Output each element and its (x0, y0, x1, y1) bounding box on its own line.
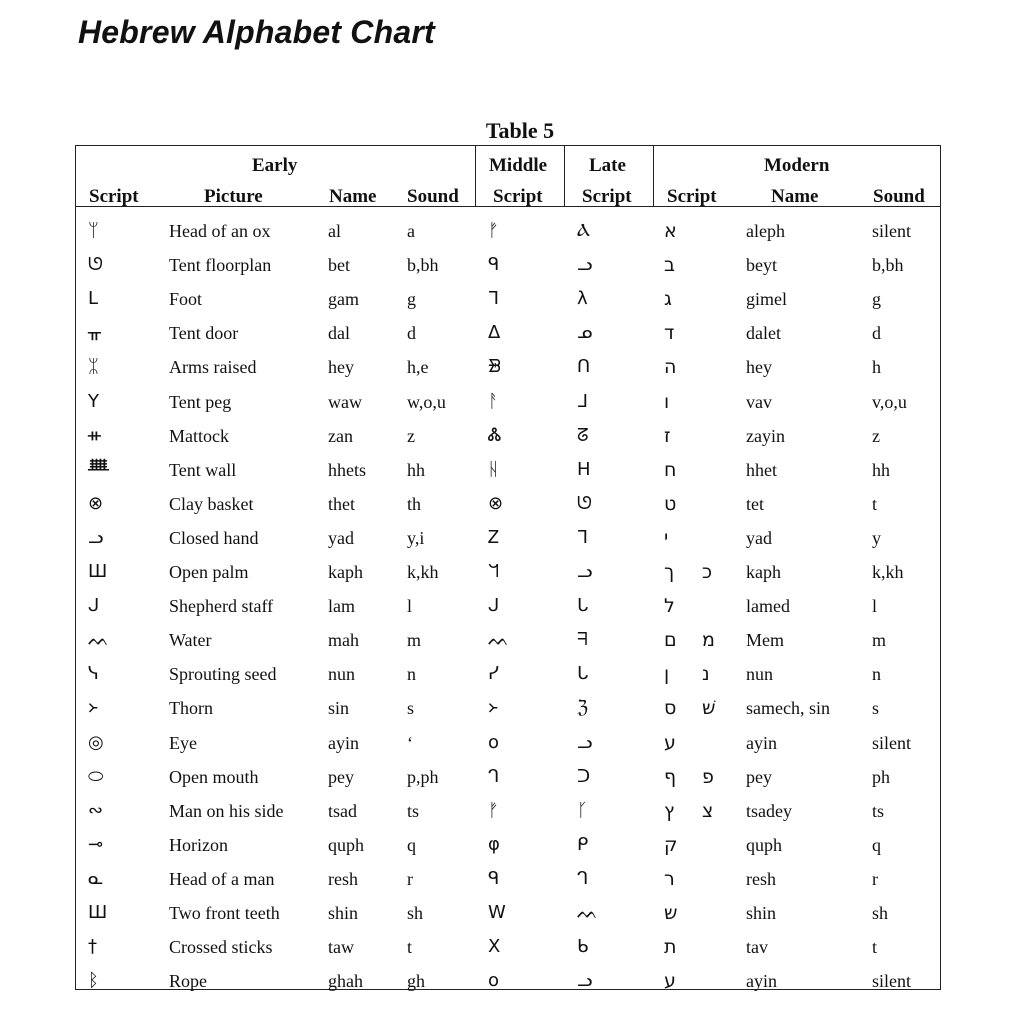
middle-script-glyph: ᨓ (488, 629, 510, 650)
late-script-glyph: Ⲁ (577, 220, 590, 241)
modern-script-glyph: ץ (664, 800, 675, 822)
middle-script-glyph: Ꮬ (488, 425, 502, 446)
picture-cell: Open palm (169, 562, 249, 582)
early-script-glyph: Y (88, 391, 99, 412)
late-script-glyph: ᓗ (577, 732, 593, 753)
late-script-glyph: ᒧ (577, 391, 588, 412)
early-script-glyph: ∾ (88, 800, 104, 821)
early-script-glyph: ᚙ (88, 459, 109, 480)
picture-cell: Thorn (169, 698, 213, 718)
early-sound-cell: ts (407, 801, 420, 821)
early-name-cell: thet (328, 494, 355, 514)
middle-script-glyph: o (488, 732, 500, 753)
early-name-cell: zan (328, 426, 353, 446)
early-script-glyph: Ш (88, 902, 108, 923)
early-name-cell: ayin (328, 733, 359, 753)
early-name-cell: nun (328, 664, 355, 684)
early-script-glyph: ᘎ (88, 254, 103, 275)
modern-script-alt-glyph: מ (702, 629, 715, 651)
modern-script-glyph: ק (664, 834, 678, 856)
modern-name-cell: vav (746, 392, 772, 412)
early-sound-cell: m (407, 630, 422, 650)
picture-cell: Eye (169, 733, 197, 753)
middle-script-glyph: ᐃ (488, 322, 501, 343)
header-modern-name: Name (771, 186, 819, 207)
modern-sound-cell: z (872, 426, 880, 446)
modern-sound-cell: sh (872, 903, 889, 923)
modern-name-cell: lamed (746, 596, 790, 616)
early-sound-cell: t (407, 937, 413, 957)
late-script-glyph: ᒉ (577, 868, 589, 889)
middle-script-glyph: ᑫ (488, 868, 500, 889)
early-sound-cell: th (407, 494, 422, 514)
modern-sound-cell: t (872, 494, 878, 514)
modern-name-cell: zayin (746, 426, 785, 446)
early-script-glyph: † (88, 936, 97, 957)
modern-script-glyph: ן (664, 663, 670, 685)
early-name-cell: resh (328, 869, 358, 889)
late-script-glyph: ᑐ (577, 766, 591, 787)
early-name-cell: waw (328, 392, 362, 412)
modern-sound-cell: m (872, 630, 887, 650)
modern-script-glyph: א (664, 220, 677, 242)
modern-sound-cell: r (872, 869, 878, 889)
column-divider (653, 145, 654, 207)
early-sound-cell: gh (407, 971, 425, 991)
early-script-glyph: ᨓ (88, 629, 110, 650)
middle-script-glyph: ᖻ (488, 561, 499, 582)
middle-script-glyph: ⊗ (488, 493, 504, 514)
early-sound-cell: d (407, 323, 416, 343)
modern-script-glyph: ת (664, 936, 677, 958)
picture-cell: Closed hand (169, 528, 259, 548)
early-sound-cell: b,bh (407, 255, 439, 275)
header-early: Early (252, 155, 298, 176)
early-name-cell: shin (328, 903, 359, 923)
header-modern-sound: Sound (873, 186, 925, 207)
modern-name-cell: ayin (746, 733, 777, 753)
early-name-cell: tsad (328, 801, 357, 821)
early-script-glyph: ᓇ (88, 868, 104, 889)
early-script-glyph: ᒪ (88, 288, 99, 309)
early-name-cell: gam (328, 289, 359, 309)
late-script-glyph: ᑲ (577, 936, 589, 957)
early-sound-cell: q (407, 835, 416, 855)
early-name-cell: mah (328, 630, 359, 650)
late-script-glyph: ᓗ (577, 561, 593, 582)
picture-cell: Man on his side (169, 801, 284, 821)
middle-script-glyph: ᗾ (488, 356, 501, 377)
early-sound-cell: y,i (407, 528, 425, 548)
modern-script-glyph: ף (664, 766, 677, 788)
early-script-glyph: ᛯ (88, 356, 99, 377)
early-sound-cell: z (407, 426, 415, 446)
early-sound-cell: l (407, 596, 413, 616)
header-modern: Modern (764, 155, 830, 176)
middle-script-glyph: ᒉ (488, 766, 500, 787)
modern-script-glyph: ל (664, 595, 675, 617)
modern-sound-cell: hh (872, 460, 890, 480)
modern-sound-cell: ts (872, 801, 885, 821)
early-script-glyph: ⊗ (88, 493, 104, 514)
late-script-glyph: ᨓ (577, 902, 599, 923)
early-name-cell: kaph (328, 562, 363, 582)
modern-sound-cell: silent (872, 221, 911, 241)
picture-cell: Shepherd staff (169, 596, 274, 616)
picture-cell: Head of an ox (169, 221, 271, 241)
header-modern-script: Script (667, 186, 717, 207)
early-name-cell: yad (328, 528, 354, 548)
early-sound-cell: p,ph (407, 767, 439, 787)
early-script-glyph: ᛒ (88, 970, 99, 991)
early-sound-cell: h,e (407, 357, 429, 377)
modern-name-cell: tsadey (746, 801, 792, 821)
modern-name-cell: hhet (746, 460, 777, 480)
middle-script-glyph: ᒍ (488, 595, 500, 616)
modern-sound-cell: silent (872, 971, 911, 991)
modern-script-glyph: ם (664, 629, 677, 651)
header-early-name: Name (329, 186, 377, 207)
column-divider (475, 145, 476, 207)
modern-sound-cell: g (872, 289, 881, 309)
early-sound-cell: n (407, 664, 416, 684)
modern-script-glyph: ח (664, 459, 677, 481)
early-script-glyph: ⊸ (88, 834, 104, 855)
early-sound-cell: sh (407, 903, 424, 923)
picture-cell: Arms raised (169, 357, 257, 377)
modern-sound-cell: ph (872, 767, 890, 787)
early-name-cell: ghah (328, 971, 363, 991)
early-sound-cell: w,o,u (407, 392, 446, 412)
early-script-glyph: ᓗ (88, 527, 104, 548)
modern-script-alt-glyph: שׁ (702, 697, 716, 719)
modern-script-glyph: ט (664, 493, 677, 515)
early-sound-cell: s (407, 698, 415, 718)
picture-cell: Tent floorplan (169, 255, 272, 275)
picture-cell: Tent peg (169, 392, 232, 412)
modern-script-glyph: ה (664, 356, 677, 378)
late-script-glyph: ᒐ (577, 595, 589, 616)
modern-name-cell: tav (746, 937, 768, 957)
early-script-glyph: ᒍ (88, 595, 100, 616)
middle-script-glyph: ᚺ (488, 459, 499, 480)
early-name-cell: taw (328, 937, 354, 957)
late-script-glyph: ᑭ (577, 834, 589, 855)
picture-cell: Crossed sticks (169, 937, 273, 957)
early-script-glyph: ᚑ (88, 425, 101, 446)
middle-script-glyph: ᚨ (488, 391, 499, 412)
modern-sound-cell: silent (872, 733, 911, 753)
modern-script-alt-glyph: צ (702, 800, 714, 822)
modern-sound-cell: n (872, 664, 881, 684)
page-title: Hebrew Alphabet Chart (78, 14, 435, 50)
modern-script-glyph: ז (664, 425, 671, 447)
early-script-glyph: ᓭ (88, 663, 99, 684)
header-middle: Middle (489, 155, 548, 176)
modern-name-cell: shin (746, 903, 777, 923)
modern-script-alt-glyph: פ (702, 766, 714, 788)
early-sound-cell: r (407, 869, 413, 889)
late-script-glyph: ᓄ (577, 322, 593, 343)
picture-cell: Sprouting seed (169, 664, 277, 684)
middle-script-glyph: ᚠ (488, 220, 499, 241)
early-name-cell: hhets (328, 460, 366, 480)
modern-sound-cell: d (872, 323, 881, 343)
picture-cell: Rope (169, 971, 207, 991)
middle-script-glyph: ᚛ (488, 697, 498, 718)
modern-name-cell: kaph (746, 562, 781, 582)
header-early-script: Script (89, 186, 139, 207)
header-early-picture: Picture (204, 186, 263, 207)
middle-script-glyph: ᚠ (488, 800, 499, 821)
modern-sound-cell: s (872, 698, 880, 718)
picture-cell: Tent door (169, 323, 239, 343)
late-script-glyph: ᖷ (577, 629, 588, 650)
picture-cell: Water (169, 630, 212, 650)
modern-name-cell: aleph (746, 221, 785, 241)
early-script-glyph: ⬭ (88, 766, 104, 787)
early-name-cell: sin (328, 698, 350, 718)
middle-script-glyph: o (488, 970, 500, 991)
late-script-glyph: ᑎ (577, 356, 591, 377)
late-script-glyph: ᓗ (577, 254, 593, 275)
modern-script-glyph: ג (664, 288, 672, 310)
modern-name-cell: hey (746, 357, 772, 377)
middle-script-glyph: ᑫ (488, 254, 500, 275)
modern-script-glyph: ר (664, 868, 675, 890)
late-script-glyph: ᘎ (577, 493, 592, 514)
modern-sound-cell: k,kh (872, 562, 904, 582)
early-script-glyph: ᚂ (88, 322, 101, 343)
modern-name-cell: samech, sin (746, 698, 830, 718)
picture-cell: Clay basket (169, 494, 254, 514)
early-script-glyph: ◎ (88, 732, 104, 753)
modern-script-glyph: ס (664, 697, 677, 719)
modern-script-alt-glyph: כ (702, 561, 713, 583)
early-script-glyph: ᛘ (88, 220, 99, 241)
table-caption: Table 5 (485, 118, 555, 143)
middle-script-glyph: W (488, 902, 506, 923)
early-sound-cell: hh (407, 460, 425, 480)
early-sound-cell: a (407, 221, 415, 241)
early-name-cell: hey (328, 357, 354, 377)
modern-sound-cell: h (872, 357, 881, 377)
modern-script-glyph: ע (664, 732, 676, 754)
picture-cell: Mattock (169, 426, 229, 446)
modern-name-cell: pey (746, 767, 772, 787)
early-name-cell: al (328, 221, 341, 241)
picture-cell: Tent wall (169, 460, 237, 480)
early-name-cell: quph (328, 835, 364, 855)
late-script-glyph: ᚴ (577, 800, 588, 821)
modern-script-glyph: ע (664, 970, 676, 992)
modern-name-cell: resh (746, 869, 776, 889)
modern-script-glyph: י (664, 527, 669, 549)
modern-sound-cell: y (872, 528, 881, 548)
modern-script-glyph: ד (664, 322, 675, 344)
picture-cell: Open mouth (169, 767, 259, 787)
modern-name-cell: nun (746, 664, 773, 684)
header-late-script: Script (582, 186, 632, 207)
modern-script-alt-glyph: נ (702, 663, 710, 685)
header-late: Late (589, 155, 626, 176)
picture-cell: Horizon (169, 835, 228, 855)
early-name-cell: dal (328, 323, 350, 343)
modern-sound-cell: b,bh (872, 255, 904, 275)
middle-script-glyph: ᒣ (488, 288, 499, 309)
column-divider (564, 145, 565, 207)
early-name-cell: bet (328, 255, 350, 275)
modern-script-glyph: ו (664, 391, 670, 413)
middle-script-glyph: φ (488, 834, 500, 855)
late-script-glyph: ᒣ (577, 527, 588, 548)
modern-name-cell: quph (746, 835, 782, 855)
early-sound-cell: k,kh (407, 562, 439, 582)
modern-name-cell: Mem (746, 630, 784, 650)
late-script-glyph: ᓗ (577, 970, 593, 991)
picture-cell: Foot (169, 289, 203, 309)
modern-sound-cell: v,o,u (872, 392, 907, 412)
late-script-glyph: ᒐ (577, 663, 589, 684)
modern-sound-cell: q (872, 835, 881, 855)
modern-name-cell: dalet (746, 323, 781, 343)
header-early-sound: Sound (407, 186, 459, 207)
modern-name-cell: yad (746, 528, 772, 548)
late-script-glyph: ℨ (577, 697, 589, 718)
modern-name-cell: ayin (746, 971, 777, 991)
modern-script-glyph: ש (664, 902, 678, 924)
early-script-glyph: ᚛ (88, 697, 98, 718)
late-script-glyph: ᕼ (577, 459, 591, 480)
modern-script-glyph: ב (664, 254, 675, 276)
middle-script-glyph: ᓯ (488, 663, 499, 684)
picture-cell: Head of a man (169, 869, 275, 889)
header-middle-script: Script (493, 186, 543, 207)
modern-script-glyph: ך (664, 561, 675, 583)
late-script-glyph: ᘔ (577, 425, 589, 446)
late-script-glyph: λ (577, 288, 588, 309)
modern-name-cell: gimel (746, 289, 787, 309)
early-script-glyph: Ш (88, 561, 108, 582)
early-name-cell: pey (328, 767, 354, 787)
modern-name-cell: beyt (746, 255, 777, 275)
middle-script-glyph: Ꮓ (488, 527, 500, 548)
modern-sound-cell: t (872, 937, 878, 957)
early-name-cell: lam (328, 596, 355, 616)
early-sound-cell: g (407, 289, 416, 309)
middle-script-glyph: X (488, 936, 501, 957)
modern-name-cell: tet (746, 494, 764, 514)
modern-sound-cell: l (872, 596, 878, 616)
early-sound-cell: ‘ (407, 733, 413, 753)
picture-cell: Two front teeth (169, 903, 280, 923)
